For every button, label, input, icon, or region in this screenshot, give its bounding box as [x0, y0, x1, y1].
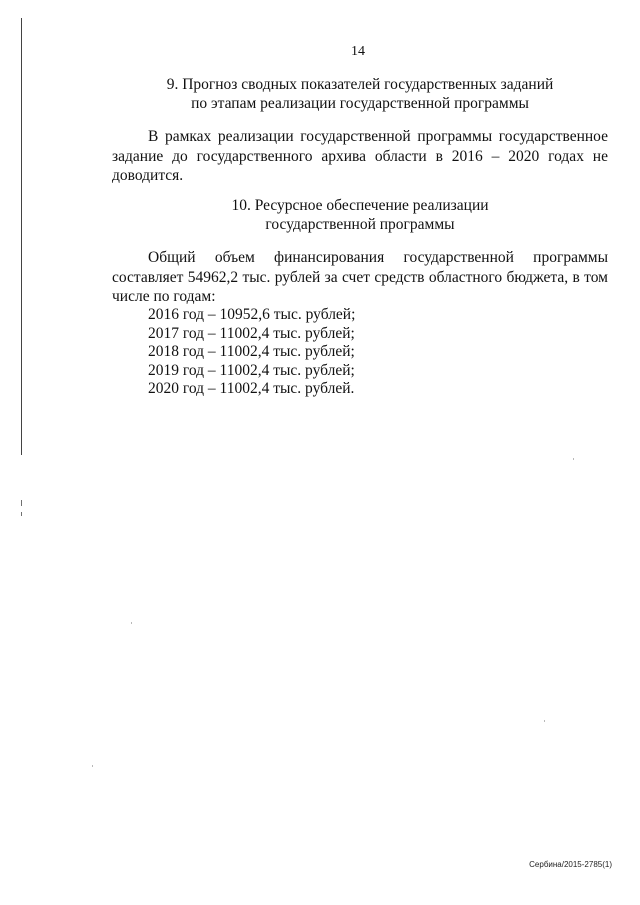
funding-by-year-list: [148, 306, 355, 399]
funding-year-item: 2017 год – 11002,4 тыс. рублей;: [148, 324, 355, 342]
scan-edge-mark: [21, 500, 22, 506]
funding-year-item: 2018 год – 11002,4 тыс. рублей;: [148, 343, 355, 360]
scan-edge-line: [21, 18, 22, 493]
section-9-title-line-1: 9. Прогноз сводных показателей государственных заданий: [166, 76, 554, 93]
section-9-paragraph: [112, 127, 608, 186]
funding-year-item: 2016 год – 10952,6 тыс. рублей;: [148, 306, 356, 323]
funding-year-item: 2020 год – 11002,4 тыс. рублей.: [148, 380, 355, 397]
section-9-title-line-2: по этапам реализации государственной программы: [191, 95, 529, 112]
scan-edge-mark: [21, 512, 22, 516]
document-code: Сербина/2015-2785(1): [529, 860, 612, 869]
scan-speck: [131, 622, 132, 624]
funding-year-item: 2019 год – 11002,4 тыс. рублей;: [148, 361, 355, 379]
section-10-title-line-2: государственной программы: [265, 216, 455, 233]
section-9-heading: [105, 75, 615, 113]
section-9-paragraph-text: В рамках реализации государственной программы государственное задание до государственного архива области в 2016 – 2020 годах не доводится.: [112, 128, 608, 184]
scan-speck: [92, 765, 93, 767]
page-number: 14: [351, 44, 365, 59]
section-10-paragraph-text: Общий объем финансирования государственной программы составляет 54962,2 тыс. рублей за счет средств областного бюджета, в том числе по годам:: [112, 249, 608, 305]
scan-speck: [573, 458, 574, 460]
scan-speck: [544, 720, 545, 722]
section-10-title-line-1: 10. Ресурсное обеспечение реализации: [231, 197, 489, 214]
section-10-heading: [105, 196, 615, 234]
section-10-paragraph: [112, 248, 608, 307]
